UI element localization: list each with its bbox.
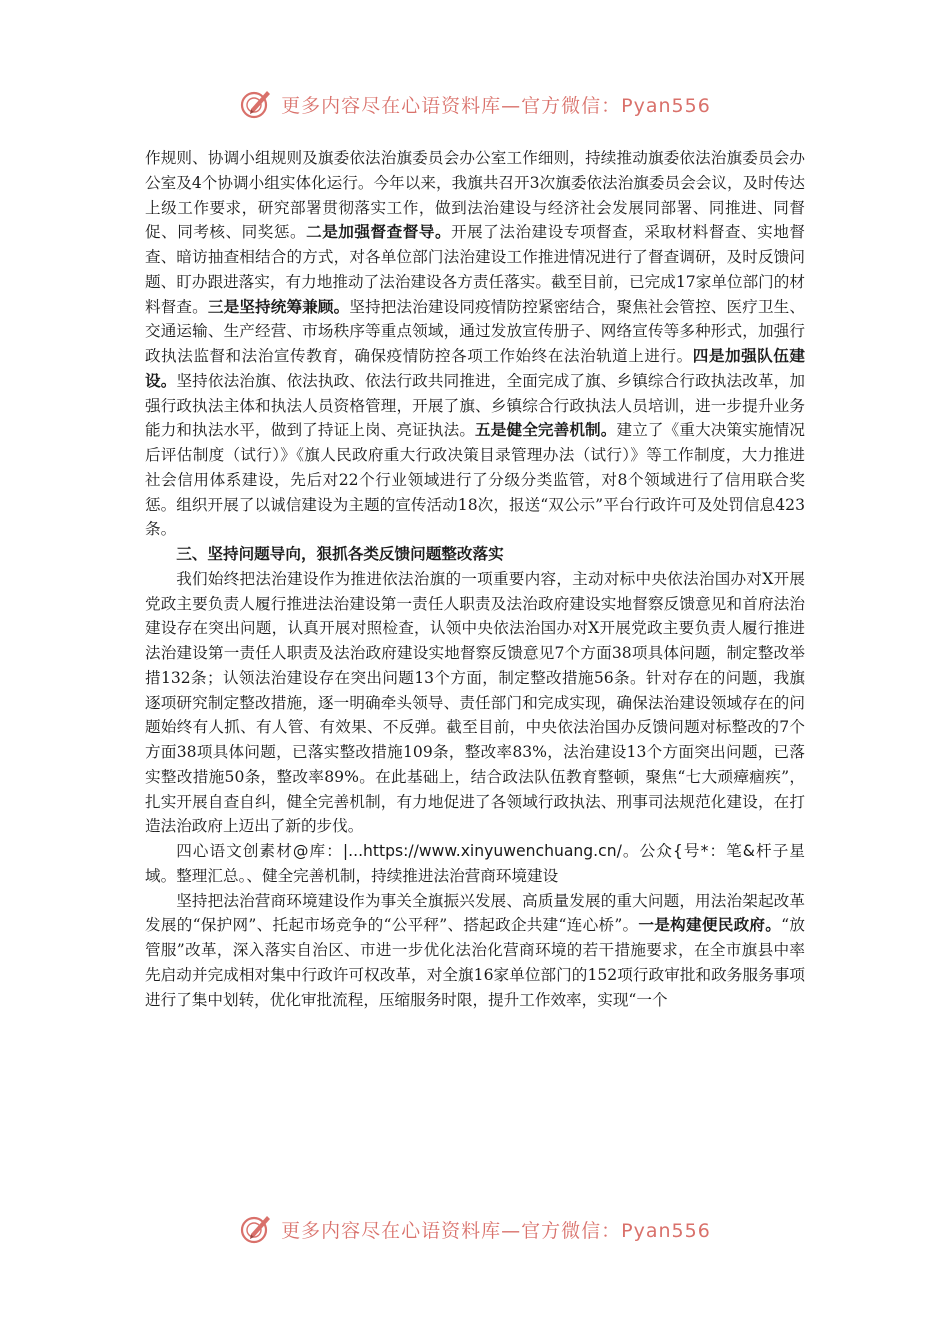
paragraph <box>145 839 805 889</box>
text-run: 我们始终把法治建设作为推进依法治旗的一项重要内容，主动对标中央依法治国办对X开展党政主要负责人履行推进法治建设第一责任人职责及法治政府建设实地督察反馈意见和首府法治建设存在突出问题，认真开展对照检查，认领中央依法治国办对X开展党政主要负责人履行推进法治建设第一责任人职责及法治政府建设实地督察反馈意见7个方面38项具体问题，制定整改举措132条；认领法治建设存在突出问题13个方面，制定整改措施56条。针对存在的问题，我旗逐项研究制定整改措施，逐一明确牵头领导、责任部门和完成实现，确保法治建设领域存在的问题始终有人抓、有人管、有效果、不反弹。截至目前，中央依法治国办反馈问题对标整改的7个方面38项具体问题，已落实整改措施109条，整改率83%，法治建设13个方面突出问题，已落实整改措施50条，整改率89%。在此基础上，结合政法队伍教育整顿，聚焦“七大顽瘴痼疾”，扎实开展自查自纠，健全完善机制，有力地促进了各领域行政执法、刑事司法规范化建设，在打造法治政府上迈出了新的步伐。 <box>145 569 805 836</box>
bold-lead-phrase: 四是加强队伍建设。 <box>145 346 805 390</box>
paragraph <box>145 146 805 542</box>
section-heading <box>145 542 805 567</box>
text-run: 坚持把法治建设同疫情防控紧密结合，聚焦社会管控、医疗卫生、交通运输、生产经营、市场秩序等重点领域，通过发放宣传册子、网络宣传等多种形式，加强行政执法监督和法治宣传教育，确保疫情防控各项工作始终在法治轨道上进行。 <box>145 297 805 365</box>
bold-lead-phrase: 二是加强督查督导。 <box>306 222 452 242</box>
paragraph <box>145 567 805 839</box>
header-banner <box>0 84 950 124</box>
text-run: 三、坚持问题导向，狠抓各类反馈问题整改落实 <box>176 544 504 563</box>
text-run: “放管服”改革，深入落实自治区、市进一步优化法治化营商环境的若干措施要求，在全市旗县中率先启动并完成相对集中行政许可权改革，对全旗16家单位部门的152项行政审批和政务服务事项进行了集中划转，优化审批流程，压缩服务时限，提升工作效率，实现“一个 <box>145 916 805 1009</box>
document-body <box>145 146 805 1012</box>
text-run: 作规则、协调小组规则及旗委依法治旗委员会办公室工作细则，持续推动旗委依法治旗委员会办公室及4个协调小组实体化运行。今年以来，我旗共召开3次旗委依法治旗委员会会议，及时传达上级工作要求，研究部署贯彻落实工作，做到法治建设与经济社会发展同部署、同推进、同督促、同考核、同奖惩。 <box>145 149 805 242</box>
text-run: 坚持把法治营商环境建设作为事关全旗振兴发展、高质量发展的重大问题，用法治架起改革发展的“保护网”、托起市场竞争的“公平秤”、搭起政企共建“连心桥”。 <box>145 891 805 935</box>
pen-logo-icon <box>239 1212 273 1246</box>
text-run: 开展了法治建设专项督查，采取材料督查、实地督查、暗访抽查相结合的方式，对各单位部门法治建设工作推进情况进行了督查调研，及时反馈问题、盯办跟进落实，有力地推动了法治建设各方责任落实。截至目前，已完成17家单位部门的材料督查。 <box>145 223 805 316</box>
bold-lead-phrase: 一是构建便民政府。 <box>638 915 782 935</box>
header-banner-text: 更多内容尽在心语资料库—官方微信：Pyan556 <box>281 94 711 117</box>
bold-lead-phrase: 五是健全完善机制。 <box>475 420 617 440</box>
text-run: 坚持依法治旗、依法执政、依法行政共同推进，全面完成了旗、乡镇综合行政执法改革，加强行政执法主体和执法人员资格管理，开展了旗、乡镇综合行政执法人员培训，进一步提升业务能力和执法水平，做到了持证上岗、亮证执法。 <box>145 371 805 440</box>
pen-logo-icon <box>239 87 273 121</box>
footer-banner <box>0 1209 950 1249</box>
footer-banner-text: 更多内容尽在心语资料库—官方微信：Pyan556 <box>281 1219 711 1242</box>
text-run: 四心语文创素材@库：|...https://www.xinyuwenchuang.cn/。公众{号*：笔&杆子星域。整理汇总。、健全完善机制，持续推进法治营商环境建设 <box>145 842 805 885</box>
paragraph <box>145 889 805 1013</box>
bold-lead-phrase: 三是坚持统筹兼顾。 <box>207 296 350 316</box>
text-run: 建立了《重大决策实施情况后评估制度（试行）》《旗人民政府重大行政决策目录管理办法（试行）》等工作制度，大力推进社会信用体系建设，先后对22个行业领域进行了分级分类监管，对8个领域进行了信用联合奖惩。组织开展了以诚信建设为主题的宣传活动18次，报送“双公示”平台行政许可及处罚信息423条。 <box>145 421 805 539</box>
